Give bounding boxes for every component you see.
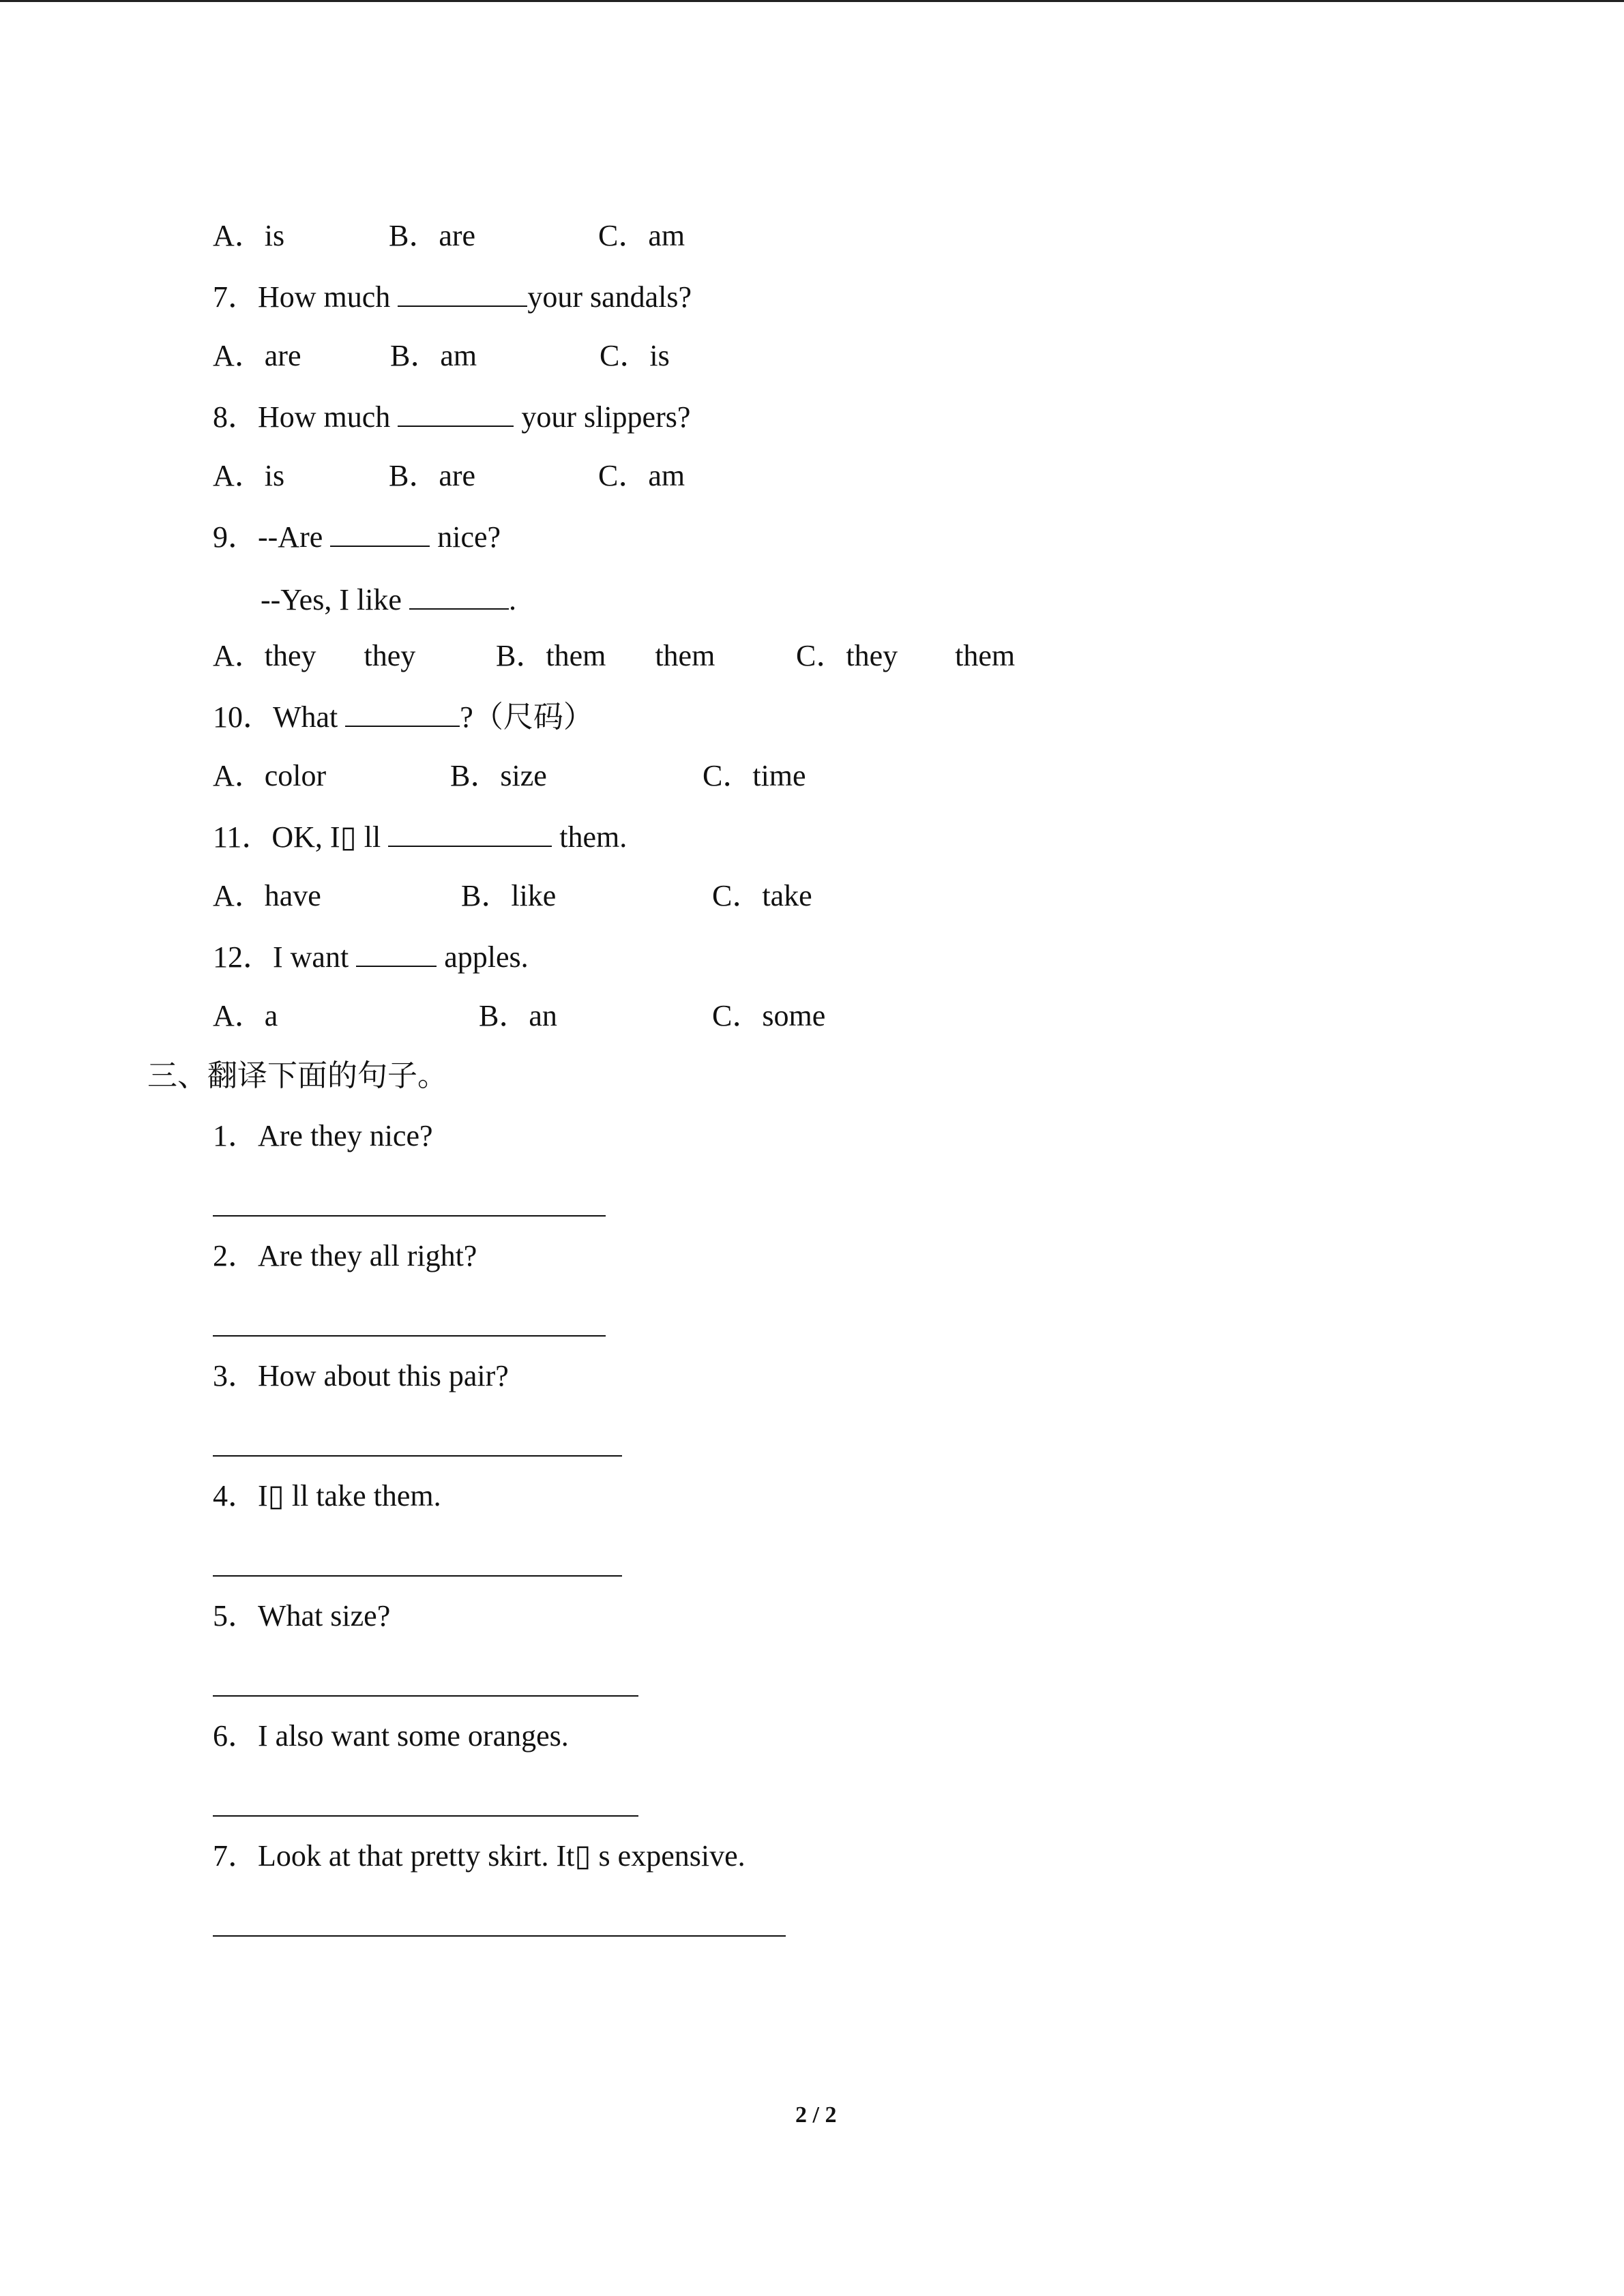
q9-option-a[interactable]	[213, 638, 415, 674]
q6-option-c[interactable]: C．am	[598, 219, 685, 252]
answer-line-7[interactable]	[213, 1935, 786, 1937]
answer-line-3[interactable]	[213, 1455, 622, 1457]
q9-text-start: 9．--Are	[213, 520, 323, 554]
q11-text-start: 11．OK, I▯ ll	[213, 820, 381, 854]
question-7	[213, 278, 692, 315]
q12-option-c[interactable]: C．some	[712, 999, 826, 1032]
q7-option-c[interactable]: C．is	[600, 339, 670, 372]
translate-item-3: 3．How about this pair?	[213, 1359, 509, 1392]
question-9-line-2	[261, 581, 516, 618]
q9-option-c-word-2: them	[955, 639, 1016, 672]
q8-text-start: 8．How much	[213, 400, 391, 434]
q7-blank[interactable]	[398, 278, 527, 307]
q6-option-b[interactable]: B．are	[389, 219, 476, 252]
q11-text-end: them.	[559, 820, 628, 854]
answer-line-2[interactable]	[213, 1335, 606, 1337]
q7-text-start: 7．How much	[213, 280, 391, 314]
answer-line-4[interactable]	[213, 1575, 622, 1577]
answer-line-5[interactable]	[213, 1695, 638, 1697]
q9-option-b-word-2: them	[655, 639, 715, 672]
translate-item-1: 1．Are they nice?	[213, 1119, 433, 1152]
q11-option-a[interactable]: A．have	[213, 879, 321, 912]
q9-option-c[interactable]	[796, 638, 1015, 674]
q12-blank[interactable]	[356, 938, 437, 967]
q12-option-b[interactable]: B．an	[479, 999, 557, 1032]
translate-item-6: 6．I also want some oranges.	[213, 1719, 569, 1753]
q8-option-a[interactable]: A．is	[213, 459, 285, 492]
q11-option-c[interactable]: C．take	[712, 879, 812, 912]
q9-option-a-word-2: they	[364, 639, 416, 672]
q7-option-b[interactable]: B．am	[390, 339, 477, 372]
page-number: 2 / 2	[795, 2102, 837, 2128]
question-8	[213, 398, 690, 435]
q10-option-b[interactable]: B．size	[450, 759, 547, 792]
q8-option-b[interactable]: B．are	[389, 459, 476, 492]
question-9-line-1	[213, 518, 501, 555]
q10-blank[interactable]	[345, 698, 460, 727]
q9-text-end: nice?	[437, 520, 501, 554]
answer-line-6[interactable]	[213, 1815, 638, 1817]
q10-text-end: ?（尺码）	[460, 700, 593, 734]
translate-item-2: 2．Are they all right?	[213, 1239, 477, 1272]
q7-option-a[interactable]: A．are	[213, 339, 301, 372]
q10-text-start: 10．What	[213, 700, 338, 734]
q8-option-c[interactable]: C．am	[598, 459, 685, 492]
question-10	[213, 698, 593, 735]
q9-reply-end: .	[508, 583, 516, 616]
q9-option-b[interactable]	[496, 638, 715, 674]
answer-line-1[interactable]	[213, 1215, 606, 1217]
q7-text-end: your sandals?	[527, 280, 692, 314]
q12-text-start: 12．I want	[213, 940, 349, 974]
question-11	[213, 818, 627, 855]
q11-blank[interactable]	[388, 818, 552, 847]
q6-option-a[interactable]: A．is	[213, 219, 285, 252]
page-top-border	[0, 0, 1624, 2]
q9-blank-1[interactable]	[330, 518, 430, 547]
translate-item-7: 7．Look at that pretty skirt. It▯ s expensive.	[213, 1839, 745, 1873]
section-3-heading: 三、翻译下面的句子。	[147, 1059, 447, 1092]
q12-option-a[interactable]: A．a	[213, 999, 278, 1032]
question-12	[213, 938, 529, 975]
q9-option-a-word-1: A．they	[213, 639, 316, 672]
q9-reply-start: --Yes, I like	[261, 583, 402, 616]
q9-option-b-word-1: B．them	[496, 639, 606, 672]
translate-item-5: 5．What size?	[213, 1599, 391, 1632]
q10-option-c[interactable]: C．time	[703, 759, 806, 792]
q8-text-end: your slippers?	[521, 400, 691, 434]
q9-blank-2[interactable]	[409, 581, 509, 610]
q12-text-end: apples.	[444, 940, 529, 974]
translate-item-4: 4．I▯ ll take them.	[213, 1479, 441, 1512]
q10-option-a[interactable]: A．color	[213, 759, 327, 792]
q8-blank[interactable]	[398, 398, 514, 427]
q9-option-c-word-1: C．they	[796, 639, 898, 672]
q11-option-b[interactable]: B．like	[461, 879, 557, 912]
